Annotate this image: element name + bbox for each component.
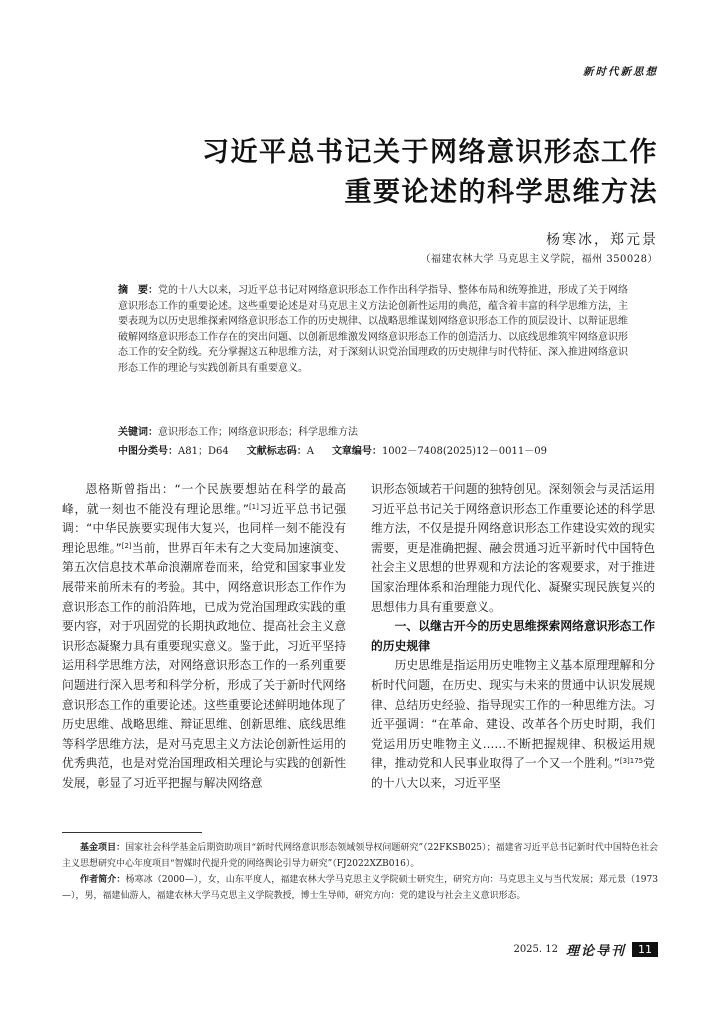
page-folio [513,940,658,959]
footnotes [62,840,658,904]
article-title-line-1: 习近平总书记关于网络意识形态工作 [202,137,658,168]
running-header: 新时代新思想 [583,66,658,78]
intro-paragraph: 恩格斯曾指出：“一个民族要想站在科学的最高峰，就一刻也不能没有理论思维。”[1]习近平总书记强调：“中华民族要实现伟大复兴，也同样一刻不能没有理论思维。”[2]当前，世界百年未有之大变局加速演变、第五次信息技术革命浪潮席卷而来，给党和国家事业发展带来前所未有的考验。其中，网络意识形态工作作为意识形态工作的前沿阵地，已成为党治国理政实践的重要内容，对于巩固党的长期执政地位、提高社会主义意识形态凝聚力具有重要现实意义。鉴于此，习近平坚持运用科学思维方法，对网络意识形态工作的一系列重要问题进行深入思考和科学分析，形成了关于新时代网络意识形态工作的重要论述。这些重要论述鲜明地体现了历史思维、战略思维、辩证思维、创新思维、底线思维等科学思维方法，是对马克思主义方法论创新性运用的优秀典范，也是对党治国理政相关理论与实践的创新性发展，彰显了习近平把握与解决网络意 [62,482,346,790]
abstract-text: 党的十八大以来，习近平总书记对网络意识形态工作作出科学指导、整体布局和统筹推进，形成了关于网络意识形态工作的重要论述。这些重要论述是对马克思主义方法论创新性运用的典范，蕴含着丰富的科学思维方法，主要表现为以历史思维探索网络意识形态工作的历史规律、以战略思维谋划网络意识形态工作的顶层设计、以辩证思维破解网络意识形态工作存在的突出问题、以创新思维激发网络意识形态工作的创造活力、以底线思维筑牢网络意识形态工作的安全防线。充分掌握这五种思维方法，对于深刻认识党治国理政的历史规律与时代特征、深入推进网络意识形态工作的理论与实践创新具有重要意义。 [118,285,628,374]
keywords [118,423,358,438]
section-heading-1: 一、以继古开今的历史思维探索网络意识形态工作的历史规律 [371,619,655,653]
footnote-divider [62,832,202,833]
citation-ref: [3]175 [619,757,644,766]
issue-date: 2025. 12 [513,944,558,955]
citation-ref: [2] [121,541,132,550]
abstract [92,283,632,376]
body-column-left [62,480,346,794]
clc-value: A81；D64 [178,446,229,457]
clc-label: 中图分类号： [118,446,178,457]
article-number-label: 文章编号： [331,446,382,457]
doc-code-value: A [306,446,314,457]
classification-line [118,442,547,457]
abstract-label: 摘 要： [118,285,158,296]
authors: 杨寒冰，郑元景 [546,232,658,248]
fund-note: 基金项目：国家社会科学基金后期资助项目“新时代网络意识形态领域领导权问题研究”（22FKSB025）；福建省习近平总书记新时代中国特色社会主义思想研究中心年度项目“智媒时代提升党的网络舆论引导力研究”（FJ2022XZB016）。 [62,843,658,869]
article-number-value: 1002－7408(2025)12－0011－09 [381,446,547,457]
affiliation: （福建农林大学 马克思主义学院，福州 350028） [420,254,658,265]
body-column-right [371,480,655,794]
citation-ref: [1] [248,502,259,511]
keywords-text: 意识形态工作；网络意识形态；科学思维方法 [158,427,358,438]
intro-paragraph-continued: 识形态领域若干问题的独特创见。深刻领会与灵活运用习近平总书记关于网络意识形态工作重要论述的科学思维方法，不仅是提升网络意识形态工作建设实效的现实需要，更是准确把握、融会贯通习近平新时代中国特色社会主义思想的世界观和方法论的客观要求，对于推进国家治理体系和治理能力现代化、凝聚实现民族复兴的思想伟力具有重要意义。 [371,482,655,614]
keywords-label: 关键词： [118,427,158,438]
section-1-paragraph: 历史思维是指运用历史唯物主义基本原理理解和分析时代问题，在历史、现实与未来的贯通中认识发展规律、总结历史经验、指导现实工作的一种思维方法。习近平强调：“在革命、建设、改革各个历史时期，我们党运用历史唯物主义……不断把握规律、积极运用规律，推动党和人民事业取得了一个又一个胜利。”$^{[3]175}$党的十八大以来，习近平坚 [371,658,655,790]
doc-code-label: 文献标志码： [246,446,307,457]
page-number: 11 [632,942,658,957]
article-title-line-2: 重要论述的科学思维方法 [344,177,658,208]
journal-name: 理论导刊 [565,944,626,959]
author-note: 作者简介：杨寒冰（2000—），女，山东平度人，福建农林大学马克思主义学院硕士研究生，研究方向：马克思主义与当代发展；郑元景（1973—），男，福建仙游人，福建农林大学马克思主义学院教授，博士生导师，研究方向：党的建设与社会主义意识形态。 [62,875,658,901]
